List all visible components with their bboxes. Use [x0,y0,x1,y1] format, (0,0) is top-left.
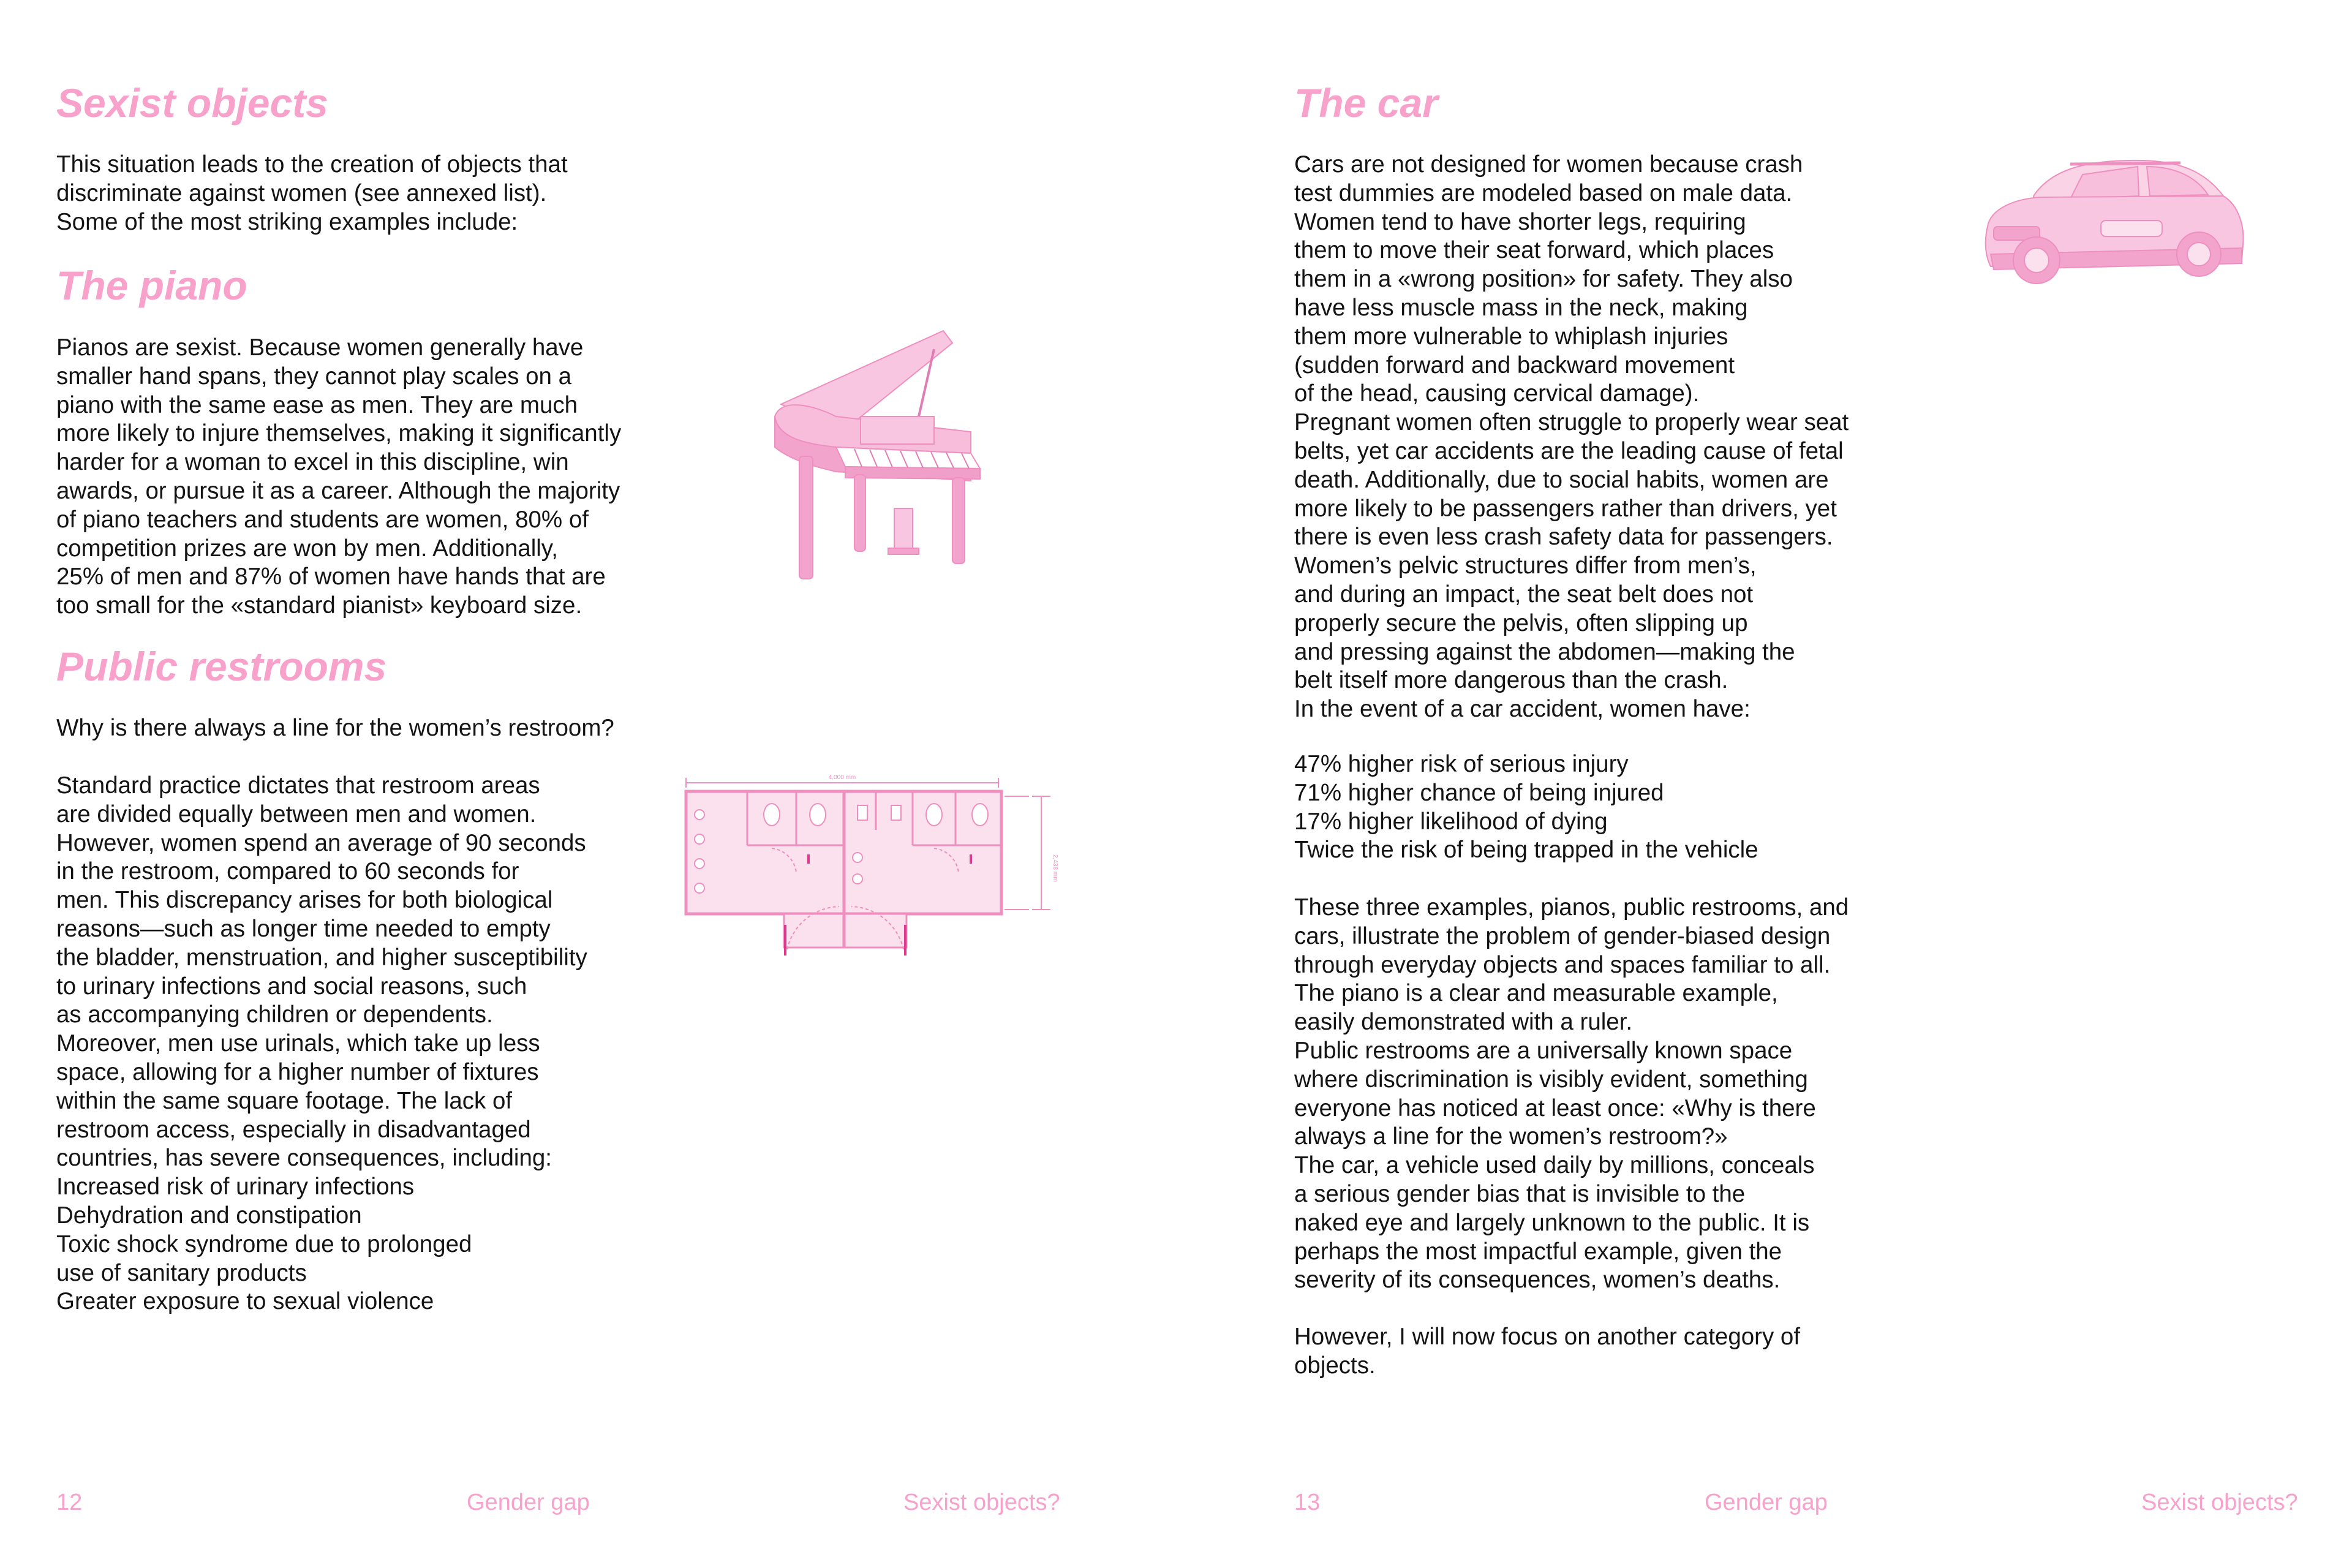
right-page [1176,0,2352,1568]
footer-page-number: 12 [56,1490,83,1515]
footer-section: Gender gap [467,1490,590,1515]
car-paragraph: Cars are not designed for women because crash test dummies are modeled based on male data. Women tend to have shorter legs, requiring them to move their seat forward, which places them in a «wrong position» for safety. They also have less muscle mass in the neck, making them more vulnerable to whiplash injuries (sudden forward and backward movement of the head, causing cervical damage). Pregnant women often struggle to properly wear seat belts, yet car accidents are the leading cause of fetal death. Additionally, due to social habits, women are more likely to be passengers rather than drivers, yet there is even less crash safety data for passengers. Women’s pelvic structures differ from men’s, and during an impact, the seat belt does not properly secure the pelvis, often slipping up and pressing against the abdomen—making the belt itself more dangerous than the crash. In the event of a car accident, women have: [1294,151,1849,723]
footer-chapter: Sexist objects? [903,1490,1060,1515]
piano-paragraph: Pianos are sexist. Because women generally have smaller hand spans, they cannot play scales on a piano with the same ease as men. They are much more likely to injure themselves, making it significantly harder for a woman to excel in this discipline, win awards, or pursue it as a career. Although the majority of piano teachers and students are women, 80% of competition prizes are won by men. Additionally, 25% of men and 87% of women have hands that are too small for the «standard pianist» keyboard size. [56,334,622,619]
heading-public-restrooms: Public restrooms [56,644,387,689]
restroom-paragraph: Standard practice dictates that restroom areas are divided equally between men and women. However, women spend an average of 90 seconds in the restroom, compared to 60 seconds for men. This discrepancy arises for both biological reasons—such as longer time needed to empty the bladder, menstruation, and higher susceptibility to urinary infections and social reasons, such as accompanying children or dependents. Moreover, men use urinals, which take up less space, allowing for a higher number of fixtures within the same square footage. The lack of restroom access, especially in disadvantaged countries, has severe consequences, including: Increased risk of urinary infections Dehydration and constipation Toxic shock syndrome due to prolonged use of sanitary products Greater exposure to sexual violence [56,772,587,1315]
car-illustration [1978,153,2248,288]
piano-illustration [769,325,1001,582]
intro-paragraph: This situation leads to the creation of objects that discriminate against women (see annexed list). Some of the most striking examples include: [56,151,568,235]
footer-page-number: 13 [1294,1490,1321,1515]
closing-paragraph: However, I will now focus on another category of objects. [1294,1324,1801,1379]
heading-sexist-objects: Sexist objects [56,80,328,126]
restroom-question: Why is there always a line for the women’s restroom? [56,715,614,741]
heading-the-car: The car [1294,80,1438,126]
plan-width-dimension: 4,000 mm [828,774,856,781]
car-statistics: 47% higher risk of serious injury 71% higher chance of being injured 17% higher likelihood of dying Twice the risk of being trapped in the vehicle [1294,751,1758,864]
plan-height-dimension: 2,438 mm [1052,854,1058,882]
restroom-floor-plan [680,772,1072,962]
footer-section: Gender gap [1705,1490,1828,1515]
heading-the-piano: The piano [56,263,247,308]
footer-chapter: Sexist objects? [2141,1490,2298,1515]
conclusion-paragraph: These three examples, pianos, public restrooms, and cars, illustrate the problem of gender-biased design through everyday objects and spaces familiar to all. The piano is a clear and measurable example, easily demonstrated with a ruler. Public restrooms are a universally known space where discrimination is visibly evident, something everyone has noticed at least once: «Why is there always a line for the women’s restroom?» The car, a vehicle used daily by millions, conceals a serious gender bias that is invisible to the naked eye and largely unknown to the public. It is perhaps the most impactful example, given the severity of its consequences, women’s deaths. [1294,894,1849,1294]
